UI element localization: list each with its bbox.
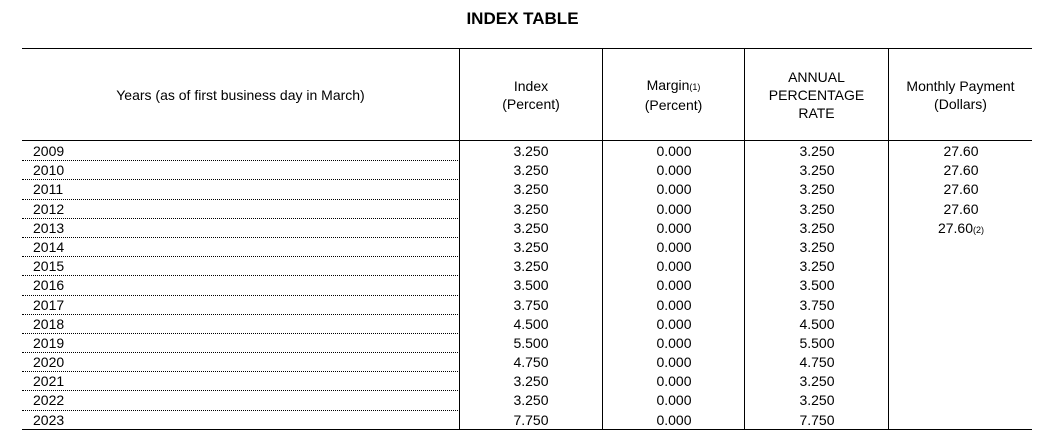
margin-cell: 0.000 [656, 392, 692, 409]
year-cell: 2022 [33, 392, 65, 409]
header-payment-line1: Monthly Payment [906, 78, 1015, 94]
index-cell: 4.500 [513, 315, 549, 332]
index-cell: 5.500 [513, 334, 549, 351]
margin-cell: 0.000 [656, 354, 692, 371]
table-row [22, 276, 1032, 295]
payment-value: 27.60 [943, 200, 979, 217]
index-cell: 3.250 [513, 200, 549, 217]
year-cell: 2009 [33, 143, 65, 159]
margin-cell: 0.000 [656, 373, 692, 390]
apr-cell: 3.250 [799, 392, 835, 409]
header-years [22, 50, 459, 140]
margin-cell: 0.000 [656, 258, 692, 275]
payment-cell [890, 142, 1032, 163]
year-cell: 2018 [33, 315, 65, 332]
payment-value: 27.60 [943, 181, 979, 198]
header-apr-line3: RATE [798, 105, 835, 121]
index-cell: 3.250 [513, 258, 549, 275]
index-cell: 3.500 [513, 277, 549, 294]
header-margin-line2: (Percent) [644, 97, 703, 113]
apr-cell: 3.250 [799, 162, 835, 179]
year-cell: 2020 [33, 354, 65, 371]
index-cell: 3.250 [513, 392, 549, 409]
margin-cell: 0.000 [656, 162, 692, 179]
header-apr [745, 50, 888, 140]
index-cell: 3.250 [513, 162, 549, 179]
year-cell: 2015 [33, 258, 65, 275]
index-cell: 3.250 [513, 373, 549, 390]
table-row [22, 142, 1032, 161]
year-cell: 2010 [33, 162, 65, 179]
apr-cell: 3.250 [799, 258, 835, 275]
table-body [22, 142, 1032, 430]
table-row [22, 296, 1032, 315]
table-row [22, 353, 1032, 372]
header-apr-line1: ANNUAL [788, 69, 845, 85]
margin-cell: 0.000 [656, 200, 692, 217]
year-cell: 2013 [33, 219, 65, 236]
year-cell: 2023 [33, 411, 65, 428]
header-margin [603, 50, 744, 140]
table-row [22, 219, 1032, 238]
header-bottom-border [22, 140, 1032, 141]
payment-cell [890, 219, 1032, 240]
apr-cell: 3.500 [799, 277, 835, 294]
payment-footnote: (2) [973, 224, 985, 235]
margin-cell: 0.000 [656, 143, 692, 159]
header-margin-footnote: (1) [689, 82, 701, 92]
table-top-border [22, 48, 1032, 49]
row-dotted-rule [22, 429, 460, 430]
index-cell: 3.750 [513, 296, 549, 313]
margin-cell: 0.000 [656, 334, 692, 351]
apr-cell: 3.250 [799, 219, 835, 236]
table-row [22, 334, 1032, 353]
apr-cell: 7.750 [799, 411, 835, 428]
year-cell: 2016 [33, 277, 65, 294]
index-cell: 3.250 [513, 181, 549, 198]
apr-cell: 3.250 [799, 238, 835, 255]
year-cell: 2021 [33, 373, 65, 390]
table-row [22, 200, 1032, 219]
apr-cell: 4.500 [799, 315, 835, 332]
table-row [22, 372, 1032, 391]
apr-cell: 3.250 [799, 200, 835, 217]
index-cell: 7.750 [513, 411, 549, 428]
table-row [22, 180, 1032, 199]
table-row [22, 257, 1032, 276]
payment-value: 27.60 [943, 162, 979, 179]
page-title: INDEX TABLE [466, 9, 579, 28]
header-margin-label: Margin [646, 77, 690, 93]
payment-cell [890, 161, 1032, 182]
margin-cell: 0.000 [656, 181, 692, 198]
margin-cell: 0.000 [656, 238, 692, 255]
apr-cell: 3.250 [799, 181, 835, 198]
year-cell: 2014 [33, 238, 65, 255]
apr-cell: 4.750 [799, 354, 835, 371]
apr-cell: 3.750 [799, 296, 835, 313]
payment-cell [890, 200, 1032, 221]
margin-cell: 0.000 [656, 296, 692, 313]
apr-cell: 3.250 [799, 373, 835, 390]
index-cell: 3.250 [513, 143, 549, 159]
header-apr-line2: PERCENTAGE [768, 87, 865, 103]
apr-cell: 3.250 [799, 143, 835, 159]
payment-value: 27.60 [943, 143, 979, 159]
year-cell: 2019 [33, 334, 65, 351]
header-payment [889, 50, 1032, 140]
index-cell: 3.250 [513, 238, 549, 255]
year-cell: 2017 [33, 296, 65, 313]
table-row [22, 238, 1032, 257]
margin-cell: 0.000 [656, 411, 692, 428]
year-cell: 2011 [33, 181, 64, 198]
header-payment-line2: (Dollars) [934, 96, 987, 112]
header-margin-line1 [645, 76, 703, 96]
payment-cell [890, 180, 1032, 201]
header-index-line1: Index [513, 78, 549, 94]
index-cell: 4.750 [513, 354, 549, 371]
apr-cell: 5.500 [799, 334, 835, 351]
header-years-label: Years (as of first business day in March) [116, 87, 365, 103]
header-index-line2: (Percent) [502, 96, 560, 112]
payment-value: 27.60 [937, 219, 974, 236]
margin-cell: 0.000 [656, 277, 692, 294]
table-row [22, 315, 1032, 334]
header-index [460, 50, 602, 140]
margin-cell: 0.000 [656, 315, 692, 332]
margin-cell: 0.000 [656, 219, 692, 236]
table-row [22, 411, 1032, 430]
year-cell: 2012 [33, 200, 65, 217]
table-row [22, 161, 1032, 180]
table-row [22, 391, 1032, 410]
index-cell: 3.250 [513, 219, 549, 236]
